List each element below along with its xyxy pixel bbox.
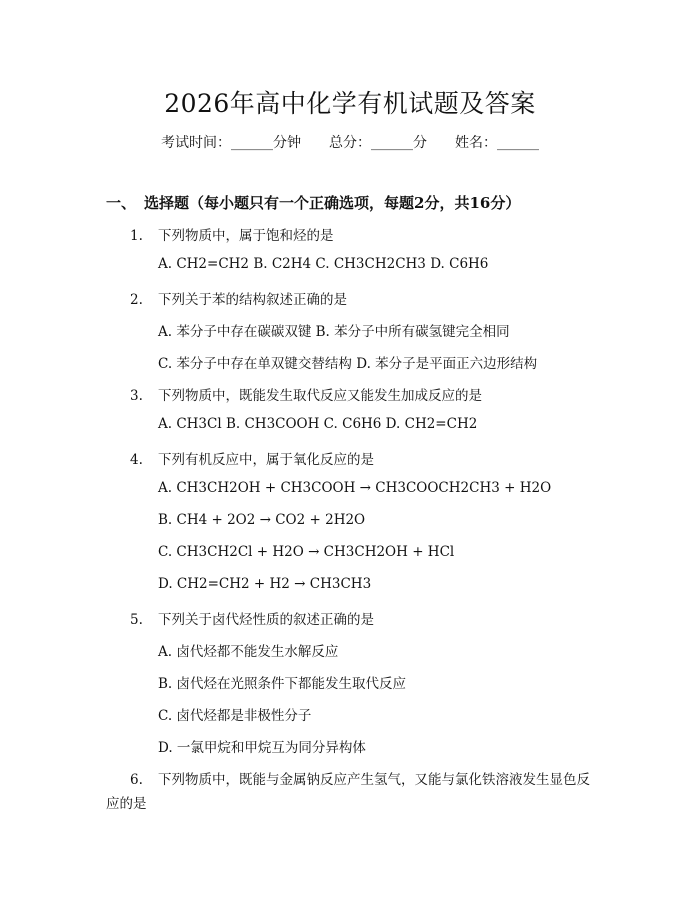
question-4 [130, 448, 374, 468]
question-5-option-c: C. 卤代烃都是非极性分子 [158, 708, 312, 724]
question-2-options-ab: A. 苯分子中存在碳碳双键 B. 苯分子中所有碳氢键完全相同 [158, 324, 510, 340]
question-text: 下列关于苯的结构叙述正确的是 [158, 292, 347, 308]
question-6-continued: 应的是 [106, 796, 147, 812]
question-1-options: A. CH2=CH2 B. C2H4 C. CH3CH2CH3 D. C6H6 [158, 256, 489, 272]
question-number: 2. [130, 292, 143, 308]
question-2 [130, 288, 347, 308]
question-number: 5. [130, 612, 143, 628]
question-text: 下列有机反应中，属于氧化反应的是 [158, 452, 374, 468]
question-number: 4. [130, 452, 143, 468]
question-number: 3. [130, 388, 143, 404]
question-4-option-a: A. CH3CH2OH + CH3COOH → CH3COOCH2CH3 + H2O [158, 480, 552, 496]
question-5-option-d: D. 一氯甲烷和甲烷互为同分异构体 [158, 740, 366, 756]
question-2-options-cd: C. 苯分子中存在单双键交替结构 D. 苯分子是平面正六边形结构 [158, 356, 538, 372]
question-4-option-c: C. CH3CH2Cl + H2O → CH3CH2OH + HCl [158, 544, 455, 560]
section-title: 选择题（每小题只有一个正确选项，每题2分，共16分） [144, 194, 521, 212]
question-number: 1. [130, 228, 143, 244]
question-4-option-d: D. CH2=CH2 + H2 → CH3CH3 [158, 576, 372, 592]
question-4-option-b: B. CH4 + 2O2 → CO2 + 2H2O [158, 512, 366, 528]
question-text: 下列物质中，既能发生取代反应又能发生加成反应的是 [158, 388, 482, 404]
question-1 [130, 224, 334, 244]
question-5 [130, 608, 374, 628]
question-text: 下列物质中，属于饱和烃的是 [158, 228, 334, 244]
exam-info-row [0, 132, 700, 152]
question-text: 下列关于卤代烃性质的叙述正确的是 [158, 612, 374, 628]
question-3-options: A. CH3Cl B. CH3COOH C. C6H6 D. CH2=CH2 [158, 416, 478, 432]
question-text: 下列物质中，既能与金属钠反应产生氢气，又能与氯化铁溶液发生显色反 [158, 772, 590, 788]
exam-name-field: 姓名：______ [455, 135, 539, 151]
section-number: 一、 [106, 194, 137, 212]
exam-score-field: 总分：______分 [329, 135, 427, 151]
section-heading [106, 192, 520, 213]
question-5-option-b: B. 卤代烃在光照条件下都能发生取代反应 [158, 676, 407, 692]
exam-time-field: 考试时间：______分钟 [161, 135, 301, 151]
question-number: 6. [130, 772, 143, 788]
question-3 [130, 384, 482, 404]
question-5-option-a: A. 卤代烃都不能发生水解反应 [158, 644, 339, 660]
question-6 [130, 768, 590, 788]
exam-title: 2026年高中化学有机试题及答案 [164, 89, 536, 118]
